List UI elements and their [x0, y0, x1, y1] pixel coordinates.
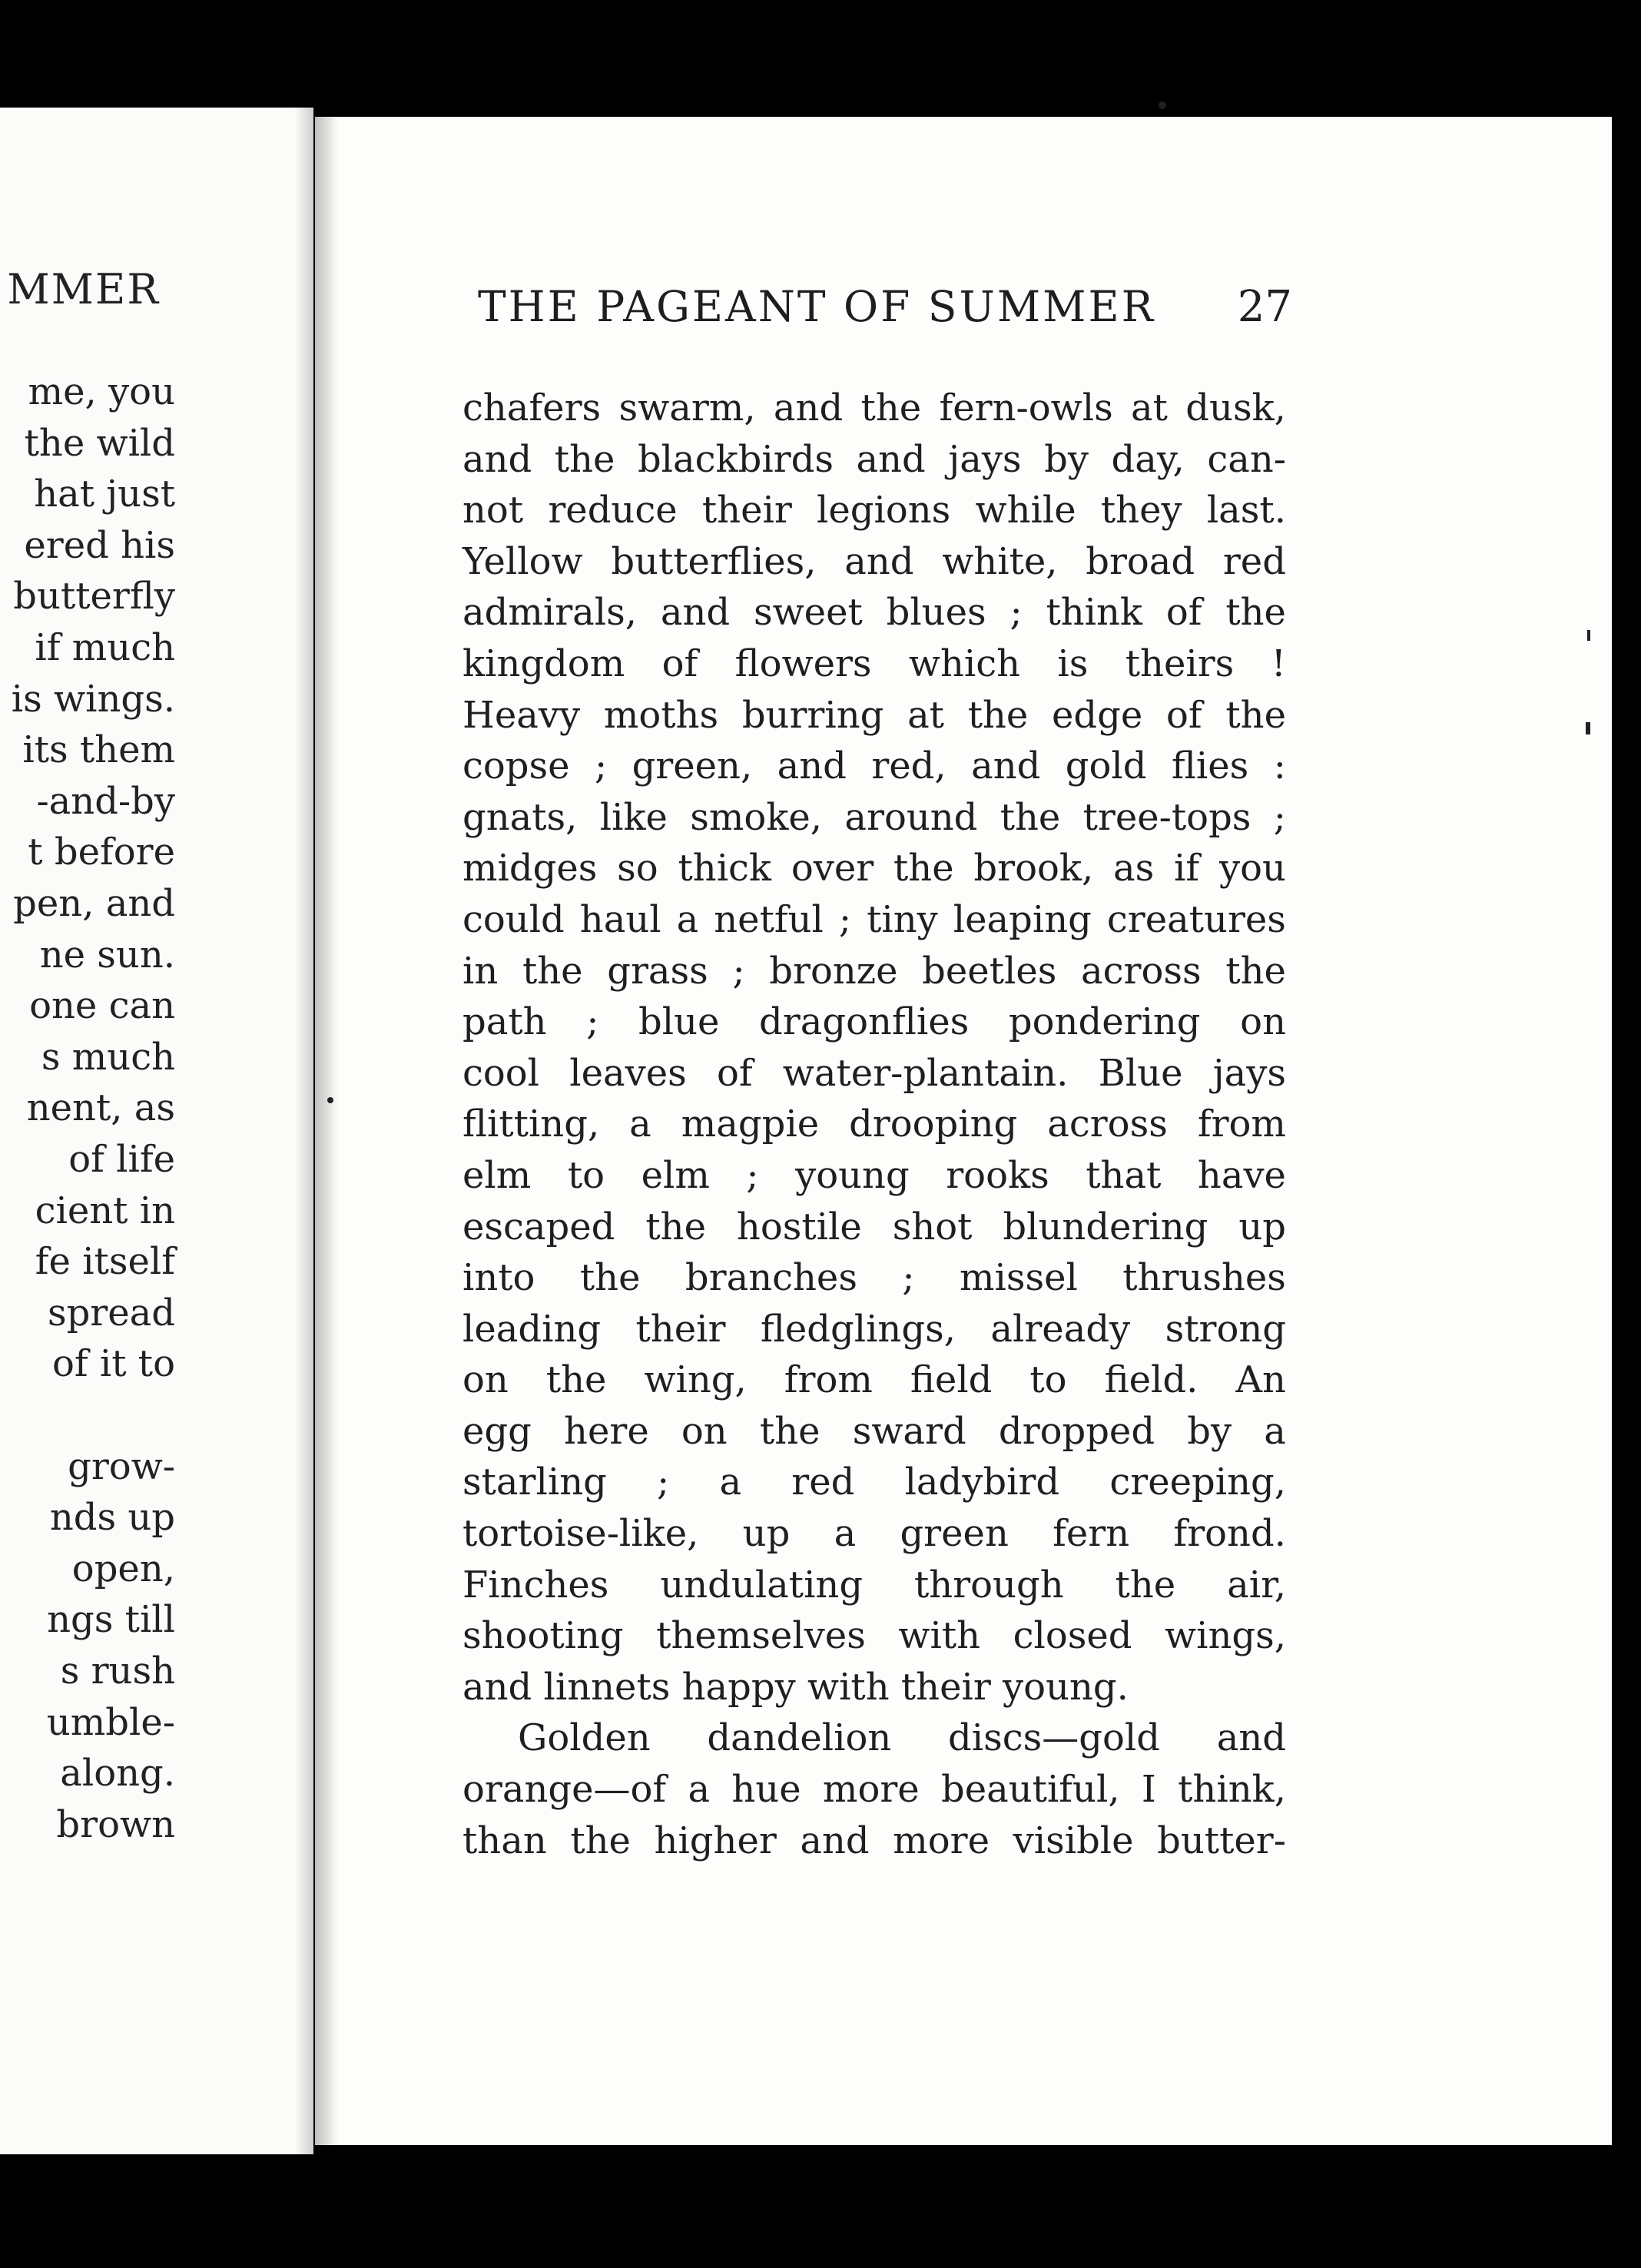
right-page [315, 117, 1612, 2145]
word: smoke, [690, 795, 823, 839]
word: a [676, 897, 699, 941]
word: frond. [1173, 1512, 1286, 1556]
word: and [1216, 1716, 1286, 1760]
word: missel [959, 1256, 1078, 1300]
left-line-fragment: the wild [24, 421, 175, 465]
word: the [1225, 693, 1286, 737]
word: blundering [1003, 1205, 1208, 1248]
word: burring [741, 693, 884, 737]
word: ladybird [904, 1461, 1060, 1504]
word: sward [852, 1409, 966, 1453]
left-line-fragment: me, you [28, 370, 175, 413]
text-line [462, 1252, 1286, 1304]
text-line [462, 1560, 1286, 1611]
left-line-fragment: of it to [51, 1342, 175, 1386]
word: around [844, 795, 978, 839]
word: and [844, 539, 914, 583]
word: the [759, 1409, 820, 1453]
word: the [860, 386, 922, 429]
text-line [462, 1457, 1286, 1508]
word: day, [1111, 437, 1185, 481]
word: thrushes [1122, 1256, 1286, 1300]
word: I [1141, 1768, 1156, 1812]
word: undulating [660, 1563, 864, 1606]
word: dragonflies [759, 1000, 970, 1044]
word: closed [1013, 1614, 1132, 1658]
word: copse [462, 744, 570, 788]
word: and [800, 1819, 870, 1862]
word: ; [746, 1153, 759, 1197]
word: ; [1273, 795, 1286, 839]
word: they [1100, 489, 1182, 532]
text-line [462, 1815, 1286, 1867]
word: by [1187, 1409, 1232, 1453]
word: jays [1212, 1051, 1286, 1095]
word: on [1240, 1000, 1286, 1044]
word: kingdom [462, 642, 625, 685]
text-line [462, 1304, 1286, 1355]
word: like [599, 795, 668, 839]
left-line-fragment: along. [60, 1752, 175, 1796]
word: through [914, 1563, 1064, 1606]
left-line-fragment: -and-by [36, 779, 175, 823]
word: think, [1178, 1768, 1286, 1812]
word: themselves [656, 1614, 866, 1658]
word: visible [1013, 1819, 1134, 1862]
word: while [975, 489, 1076, 532]
word: fern [1053, 1512, 1130, 1556]
text-line: and linnets happy with their young. [462, 1665, 1129, 1709]
text-line [462, 1099, 1286, 1150]
word: that [1086, 1153, 1162, 1197]
word: a [834, 1512, 857, 1556]
word: green, [632, 744, 753, 788]
word: and [856, 437, 926, 481]
text-line [462, 485, 1286, 536]
word: into [462, 1256, 535, 1300]
word: field [910, 1358, 993, 1402]
word: grass [607, 949, 708, 993]
left-line-fragment: umble- [46, 1700, 175, 1744]
left-line-fragment: fe itself [35, 1240, 175, 1284]
word: young [795, 1153, 910, 1197]
text-line [462, 1508, 1286, 1560]
word: of [1165, 591, 1202, 635]
word: orange—of [462, 1768, 667, 1812]
word: white, [942, 539, 1058, 583]
word: dropped [998, 1409, 1155, 1453]
word: netful [714, 897, 824, 941]
word: the [893, 847, 954, 890]
left-line-fragment: spread [47, 1291, 175, 1335]
word: the [570, 1819, 631, 1862]
word: midges [462, 847, 598, 890]
word: legions [817, 489, 951, 532]
scan-speck [1586, 722, 1590, 734]
word: tortoise-like, [462, 1512, 699, 1556]
word: hostile [736, 1205, 862, 1248]
word: at [1131, 386, 1168, 429]
word: elm [462, 1153, 532, 1197]
text-line [462, 434, 1286, 486]
word: their [701, 489, 792, 532]
word: up [742, 1512, 791, 1556]
word: wing, [644, 1358, 747, 1402]
text-line [462, 1406, 1286, 1457]
word: on [462, 1358, 509, 1402]
word: : [1273, 744, 1286, 788]
left-line-fragment: s much [41, 1035, 175, 1079]
word: fledglings, [760, 1307, 956, 1351]
word: tree-tops [1082, 795, 1251, 839]
scan-speck [327, 1097, 333, 1103]
left-line-fragment: is wings. [11, 677, 175, 721]
word: on [681, 1409, 728, 1453]
word: Blue [1098, 1051, 1183, 1095]
word: the [645, 1205, 706, 1248]
word: more [893, 1819, 990, 1862]
word: Golden [518, 1716, 651, 1760]
word: drooping [849, 1102, 1018, 1146]
text-line [462, 741, 1286, 792]
text-line [462, 996, 1286, 1048]
word: ; [1009, 591, 1023, 635]
word: if [1174, 847, 1200, 890]
word: can- [1207, 437, 1286, 481]
word: creeping, [1109, 1461, 1286, 1504]
text-line [462, 536, 1286, 588]
word: starling [462, 1461, 607, 1504]
word: leaping [953, 897, 1092, 941]
left-line-fragment: t before [28, 831, 175, 874]
word: ; [594, 744, 608, 788]
word: theirs [1125, 642, 1235, 685]
left-line-fragment: s rush [60, 1650, 175, 1693]
word: path [462, 1000, 547, 1044]
word: a [629, 1102, 651, 1146]
word: cool [462, 1051, 540, 1095]
word: a [1264, 1409, 1286, 1453]
word: tiny [867, 897, 938, 941]
word: beautiful, [940, 1768, 1120, 1812]
word: sweet [753, 591, 863, 635]
word: admirals, [462, 591, 638, 635]
left-line-fragment: ne sun. [39, 933, 175, 976]
word: haul [579, 897, 661, 941]
word: reduce [548, 489, 678, 532]
running-head-title: THE PAGEANT OF SUMMER [478, 282, 1156, 331]
word: so [617, 847, 658, 890]
word: across [1047, 1102, 1168, 1146]
left-page [0, 108, 313, 2154]
word: and [971, 744, 1041, 788]
word: the [545, 1358, 607, 1402]
word: Yellow [462, 539, 583, 583]
word: the [579, 1256, 641, 1300]
word: the [1225, 949, 1286, 993]
left-line-fragment: brown [56, 1802, 175, 1846]
word: gold [1065, 744, 1147, 788]
word: is [1057, 642, 1089, 685]
word: to [1029, 1358, 1067, 1402]
word: with [898, 1614, 981, 1658]
text-line [462, 1202, 1286, 1253]
word: you [1218, 847, 1286, 890]
word: flitting, [462, 1102, 600, 1146]
text-line [462, 638, 1286, 690]
word: of [716, 1051, 753, 1095]
word: the [554, 437, 615, 481]
word: Finches [462, 1563, 609, 1606]
word: and [660, 591, 731, 635]
left-line-fragment: hat just [34, 472, 175, 516]
word: ; [902, 1256, 915, 1300]
word: shooting [462, 1614, 624, 1658]
word: edge [1052, 693, 1143, 737]
word: by [1044, 437, 1089, 481]
left-line-fragment: of life [68, 1138, 175, 1181]
word: broad [1086, 539, 1195, 583]
text-line [462, 383, 1286, 434]
left-line-fragment: grow- [68, 1444, 175, 1488]
left-line-fragment: nds up [49, 1496, 175, 1540]
word: ; [586, 1000, 599, 1044]
left-line-fragment: nent, as [26, 1086, 175, 1130]
word: discs—gold [948, 1716, 1160, 1760]
left-line-fragment: ngs till [47, 1598, 175, 1642]
word: at [907, 693, 944, 737]
word: thick [678, 847, 772, 890]
body-text [462, 383, 1286, 1866]
word: up [1238, 1205, 1286, 1248]
left-line-fragment: one can [29, 984, 175, 1028]
word: pondering [1008, 1000, 1201, 1044]
scan-speck [1587, 630, 1590, 641]
word: to [567, 1153, 605, 1197]
word: Heavy [462, 693, 581, 737]
word: as [1113, 847, 1155, 890]
left-line-fragment: ered his [24, 523, 175, 567]
word: strong [1165, 1307, 1286, 1351]
left-running-head: MMER [7, 265, 160, 313]
left-gutter-shadow [295, 108, 313, 2154]
word: think [1046, 591, 1143, 635]
word: ; [657, 1461, 670, 1504]
word: air, [1227, 1563, 1286, 1606]
scan-speck [1159, 101, 1166, 109]
word: flowers [734, 642, 872, 685]
word: ; [732, 949, 745, 993]
text-line [462, 1610, 1286, 1662]
word: butter- [1157, 1819, 1286, 1862]
word: leaves [569, 1051, 687, 1095]
word: of [1166, 693, 1202, 737]
word: and [462, 437, 532, 481]
word: elm [641, 1153, 710, 1197]
text-line [462, 587, 1286, 638]
text-line [462, 1354, 1286, 1406]
word: gnats, [462, 795, 578, 839]
running-head [478, 282, 1292, 332]
word: over [791, 847, 874, 890]
word: ! [1271, 642, 1286, 685]
word: not [462, 489, 524, 532]
word: beetles [922, 949, 1057, 993]
word: dandelion [707, 1716, 892, 1760]
word: green [900, 1512, 1009, 1556]
word: and [773, 386, 844, 429]
word: ; [838, 897, 852, 941]
word: water-plantain. [782, 1051, 1069, 1095]
word: field. [1104, 1358, 1198, 1402]
word: the [1000, 795, 1061, 839]
word: from [1197, 1102, 1286, 1146]
word: swarm, [618, 386, 756, 429]
word: the [967, 693, 1029, 737]
word: escaped [462, 1205, 615, 1248]
text-line [462, 946, 1286, 997]
left-line-fragment: if much [35, 626, 175, 669]
word: across [1081, 949, 1202, 993]
word: egg [462, 1409, 532, 1453]
word: blackbirds [637, 437, 834, 481]
word: leading [462, 1307, 602, 1351]
left-line-fragment: open, [71, 1547, 175, 1590]
word: shot [892, 1205, 973, 1248]
text-line [462, 1048, 1286, 1099]
word: red [791, 1461, 855, 1504]
word: blues [886, 591, 986, 635]
word: which [908, 642, 1021, 685]
word: butterflies, [611, 539, 817, 583]
word: blue [638, 1000, 720, 1044]
word: wings, [1165, 1614, 1286, 1658]
word: dusk, [1185, 386, 1286, 429]
word: higher [654, 1819, 777, 1862]
word: rooks [946, 1153, 1049, 1197]
word: more [822, 1768, 920, 1812]
left-line-fragment: its them [22, 728, 175, 772]
word: An [1235, 1358, 1286, 1402]
word: red, [871, 744, 946, 788]
word: branches [685, 1256, 857, 1300]
word: red [1222, 539, 1286, 583]
right-gutter-shadow [315, 117, 338, 2145]
word: last. [1206, 489, 1286, 532]
left-line-fragment: cient in [35, 1189, 175, 1232]
word: fern-owls [939, 386, 1113, 429]
text-line [462, 690, 1286, 741]
word: bronze [769, 949, 898, 993]
word: here [564, 1409, 649, 1453]
word: magpie [681, 1102, 820, 1146]
page-number: 27 [1237, 282, 1292, 332]
text-line [462, 1713, 1286, 1764]
word: jays [948, 437, 1022, 481]
word: the [522, 949, 583, 993]
word: could [462, 897, 565, 941]
word: already [990, 1307, 1131, 1351]
word: chafers [462, 386, 602, 429]
word: the [1225, 591, 1286, 635]
word: from [784, 1358, 873, 1402]
text-line [462, 843, 1286, 894]
left-line-fragment: pen, and [13, 882, 175, 925]
word: of [661, 642, 698, 685]
word: flies [1171, 744, 1249, 788]
word: the [1115, 1563, 1176, 1606]
word: in [462, 949, 499, 993]
word: their [635, 1307, 726, 1351]
word: moths [603, 693, 719, 737]
text-line [462, 1764, 1286, 1815]
word: hue [731, 1768, 801, 1812]
word: and [777, 744, 847, 788]
word: brook, [973, 847, 1094, 890]
left-line-fragment: butterfly [13, 575, 175, 618]
word: creatures [1106, 897, 1286, 941]
word: have [1197, 1153, 1286, 1197]
word: than [462, 1819, 547, 1862]
text-line [462, 894, 1286, 946]
text-line [462, 792, 1286, 844]
text-line [462, 1150, 1286, 1202]
word: a [688, 1768, 711, 1812]
word: a [719, 1461, 742, 1504]
